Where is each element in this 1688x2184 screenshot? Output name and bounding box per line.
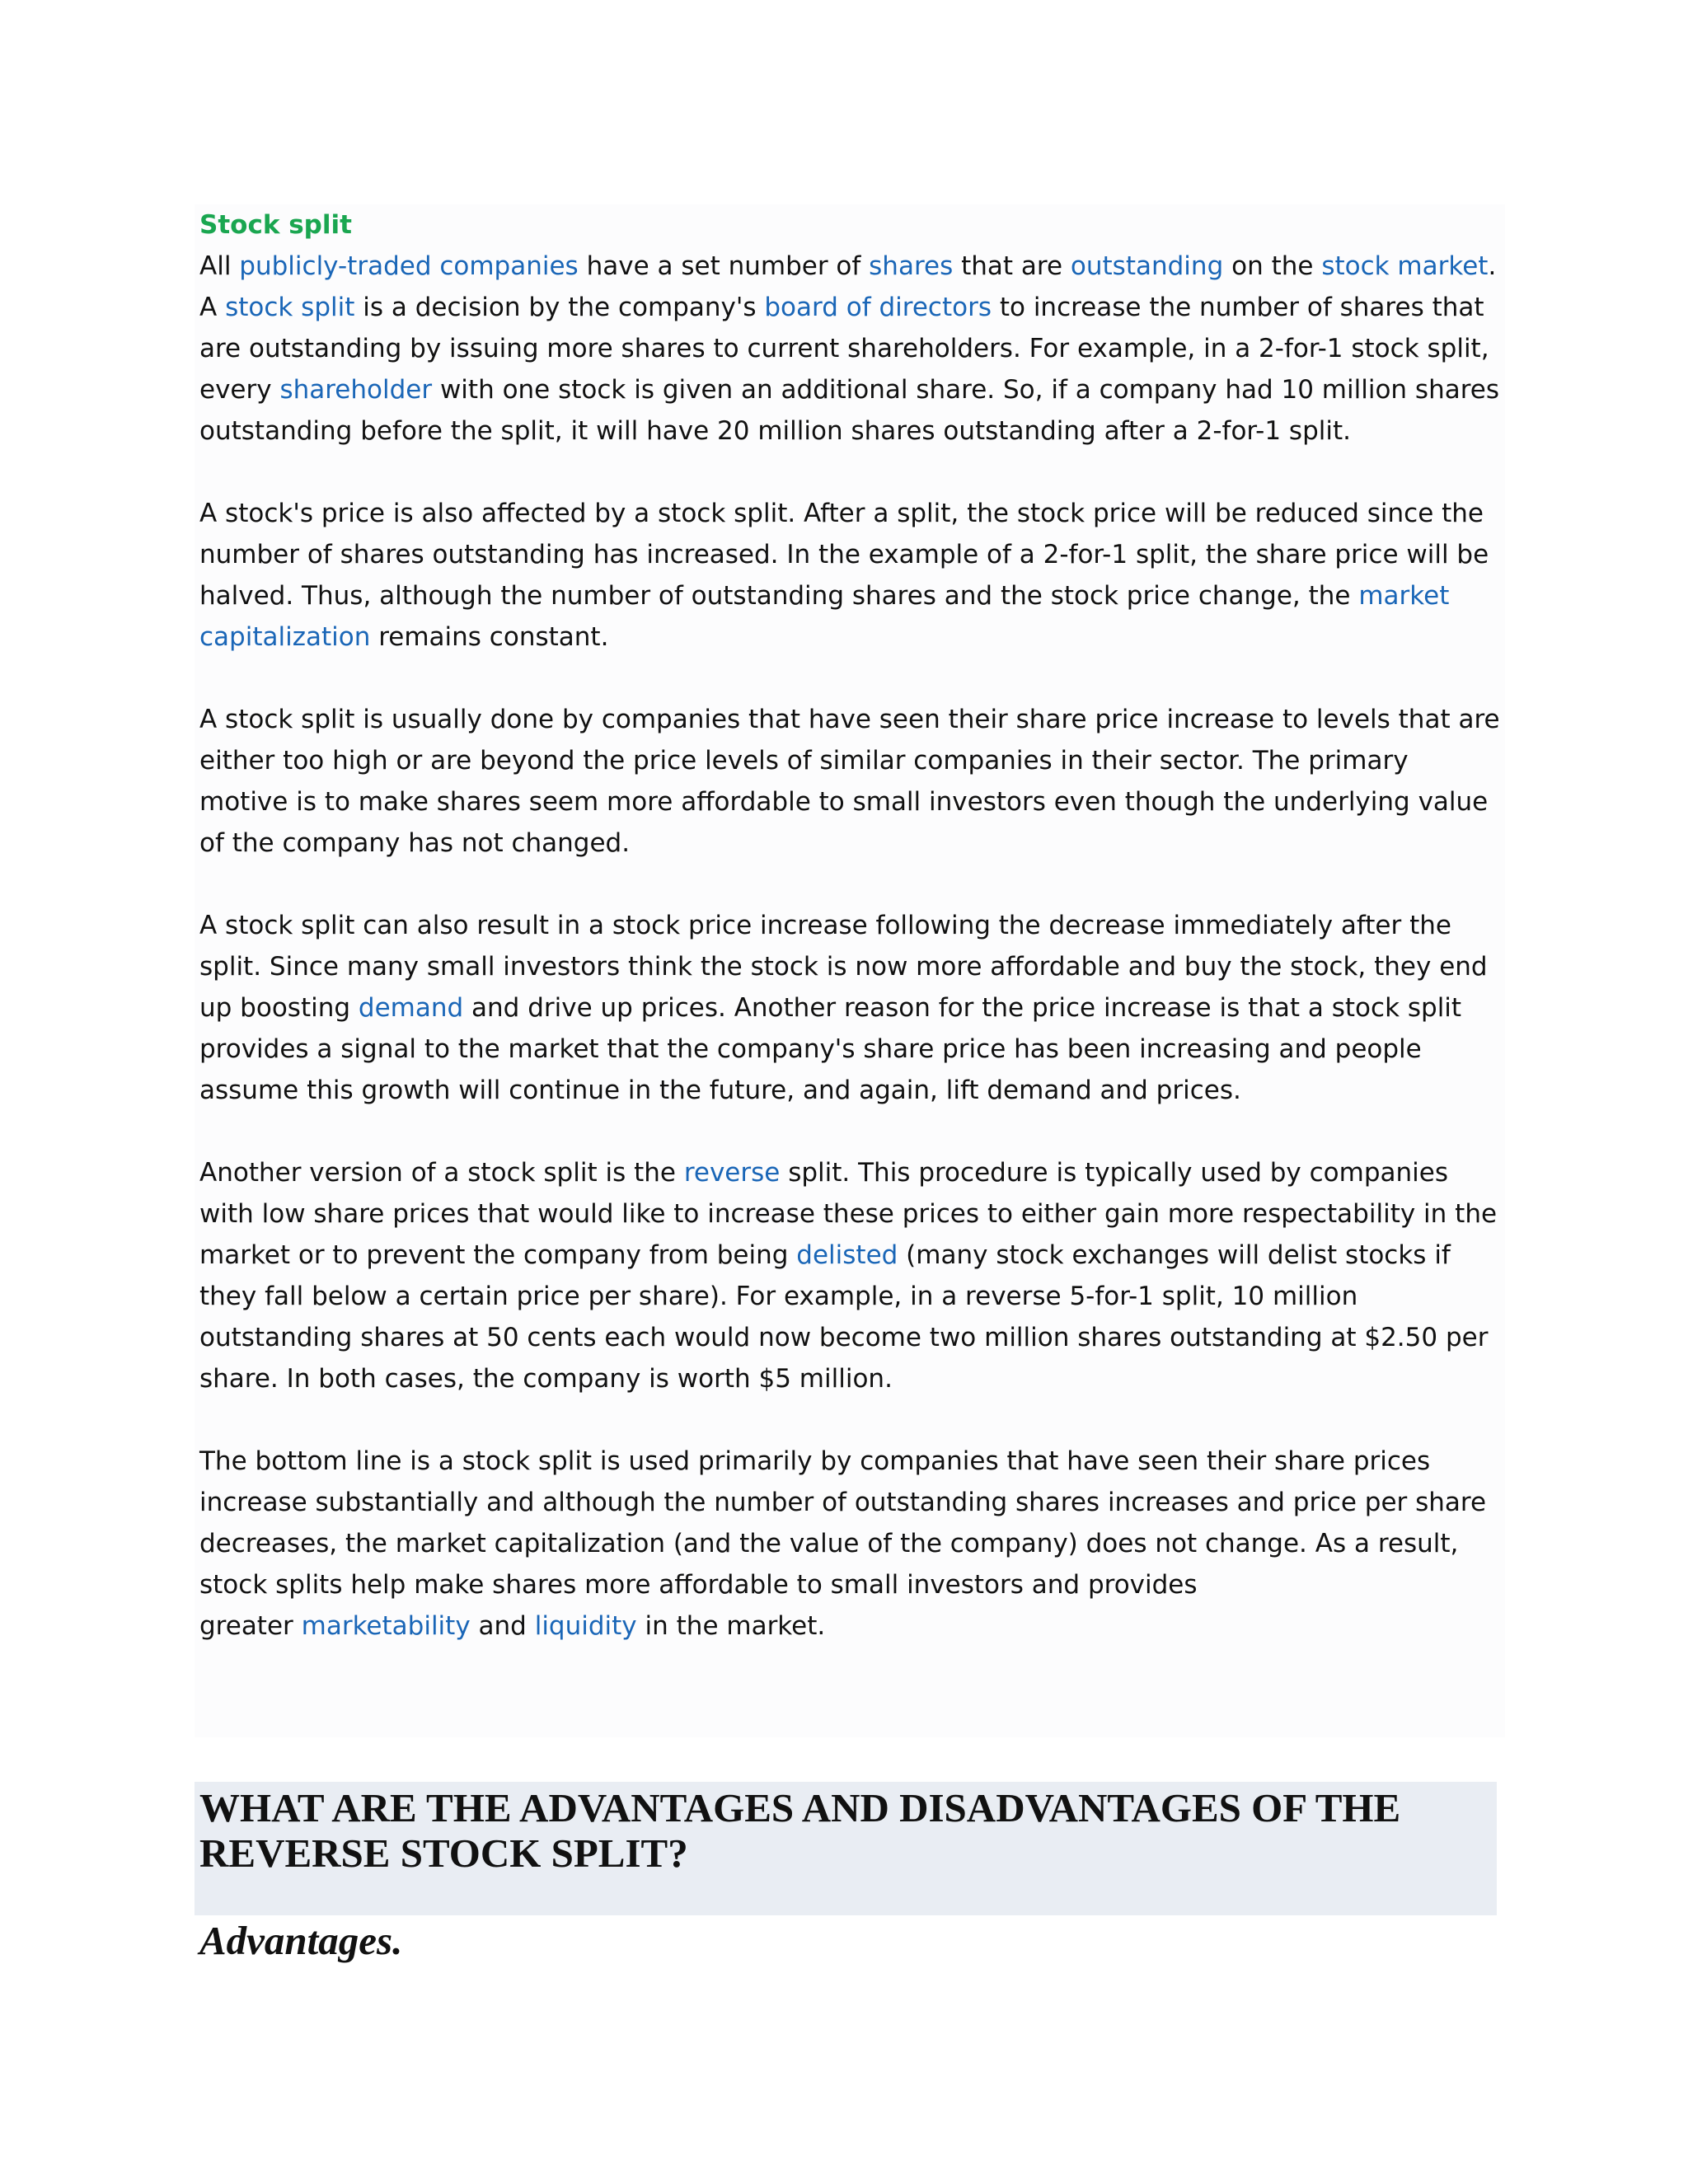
text: A stock's price is also affected by a stock split. After a split, the stock price will be reduced since the number of shares outstanding has increased. In the example of a 2-for-1 split, the share price will be halved. Thus, although the number of outstanding shares and the stock price change, the	[199, 499, 1489, 611]
text: in the market.	[636, 1611, 826, 1641]
text: to increase the number of shares that are outstanding by issuing more shares to current shareholders. For example, in a 2-for-1 stock split, every	[199, 293, 1489, 405]
link-market-capitalization[interactable]: market capitalization	[199, 581, 1450, 652]
link-stock-split[interactable]: stock split	[225, 293, 355, 322]
advantages-subheading: Advantages.	[199, 1918, 403, 1963]
link-publicly-traded-companies[interactable]: publicly-traded companies	[239, 251, 579, 281]
text: A stock split is usually done by companies that have seen their share price increase to levels that are either too high or are beyond the price levels of similar companies in their sector. The primary motive is to make shares seem more affordable to small investors even though the underlying value of the company has not changed.	[199, 705, 1500, 858]
text: have a set number of	[578, 251, 870, 281]
paragraph-2	[199, 493, 1502, 658]
text: All	[199, 251, 240, 281]
article-body	[195, 204, 1505, 1737]
paragraph-1	[199, 246, 1502, 452]
link-outstanding[interactable]: outstanding	[1070, 251, 1224, 281]
text: that are	[953, 251, 1071, 281]
link-board-of-directors[interactable]: board of directors	[764, 293, 992, 322]
text: with one stock is given an additional share. So, if a company had 10 million shares outstanding before the split, it will have 20 million shares outstanding after a 2-for-1 split.	[199, 375, 1499, 446]
paragraph-6	[199, 1441, 1502, 1647]
text: . A	[199, 251, 1497, 322]
text: is a decision by the company's	[354, 293, 765, 322]
text: and	[470, 1611, 535, 1641]
text: split. This procedure is typically used by companies with low share prices that would like to increase these prices to either gain more respectability in the market or to prevent the company from being	[199, 1158, 1498, 1270]
advantages-disadvantages-heading: WHAT ARE THE ADVANTAGES AND DISADVANTAGES OF THE REVERSE STOCK SPLIT?	[199, 1785, 1401, 1876]
text: A stock split can also result in a stock price increase following the decrease immediately after the split. Since many small investors think the stock is now more affordable and buy the stock, they end up boosting	[199, 911, 1488, 1023]
paragraph-5	[199, 1152, 1502, 1399]
link-marketability[interactable]: marketability	[301, 1611, 471, 1641]
paragraph-4	[199, 905, 1502, 1111]
link-shareholder[interactable]: shareholder	[279, 375, 433, 405]
heading-band	[195, 1782, 1497, 1915]
link-delisted[interactable]: delisted	[796, 1240, 898, 1270]
link-shares[interactable]: shares	[869, 251, 954, 281]
text: remains constant.	[370, 622, 609, 652]
link-demand[interactable]: demand	[358, 993, 464, 1023]
text: on the	[1223, 251, 1322, 281]
text: and drive up prices. Another reason for the price increase is that a stock split provides a signal to the market that the company's share price has been increasing and people assume this growth will continue in the future, and again, lift demand and prices.	[199, 993, 1462, 1105]
link-liquidity[interactable]: liquidity	[534, 1611, 637, 1641]
paragraph-3	[199, 699, 1502, 864]
link-stock-market[interactable]: stock market	[1321, 251, 1489, 281]
section-title: Stock split	[199, 210, 352, 240]
link-reverse[interactable]: reverse	[683, 1158, 781, 1188]
text: greater	[199, 1611, 302, 1641]
text: Another version of a stock split is the	[199, 1158, 684, 1188]
text: (many stock exchanges will delist stocks if they fall below a certain price per share). For example, in a reverse 5-for-1 split, 10 million outstanding shares at 50 cents each would now become two million shares outstanding at $2.50 per share. In both cases, the company is worth $5 million.	[199, 1240, 1489, 1394]
text: The bottom line is a stock split is used primarily by companies that have seen their share prices increase substantially and although the number of outstanding shares increases and price per share decreases, the market capitalization (and the value of the company) does not change. As a result, stock splits help make shares more affordable to small investors and provides	[199, 1446, 1487, 1600]
